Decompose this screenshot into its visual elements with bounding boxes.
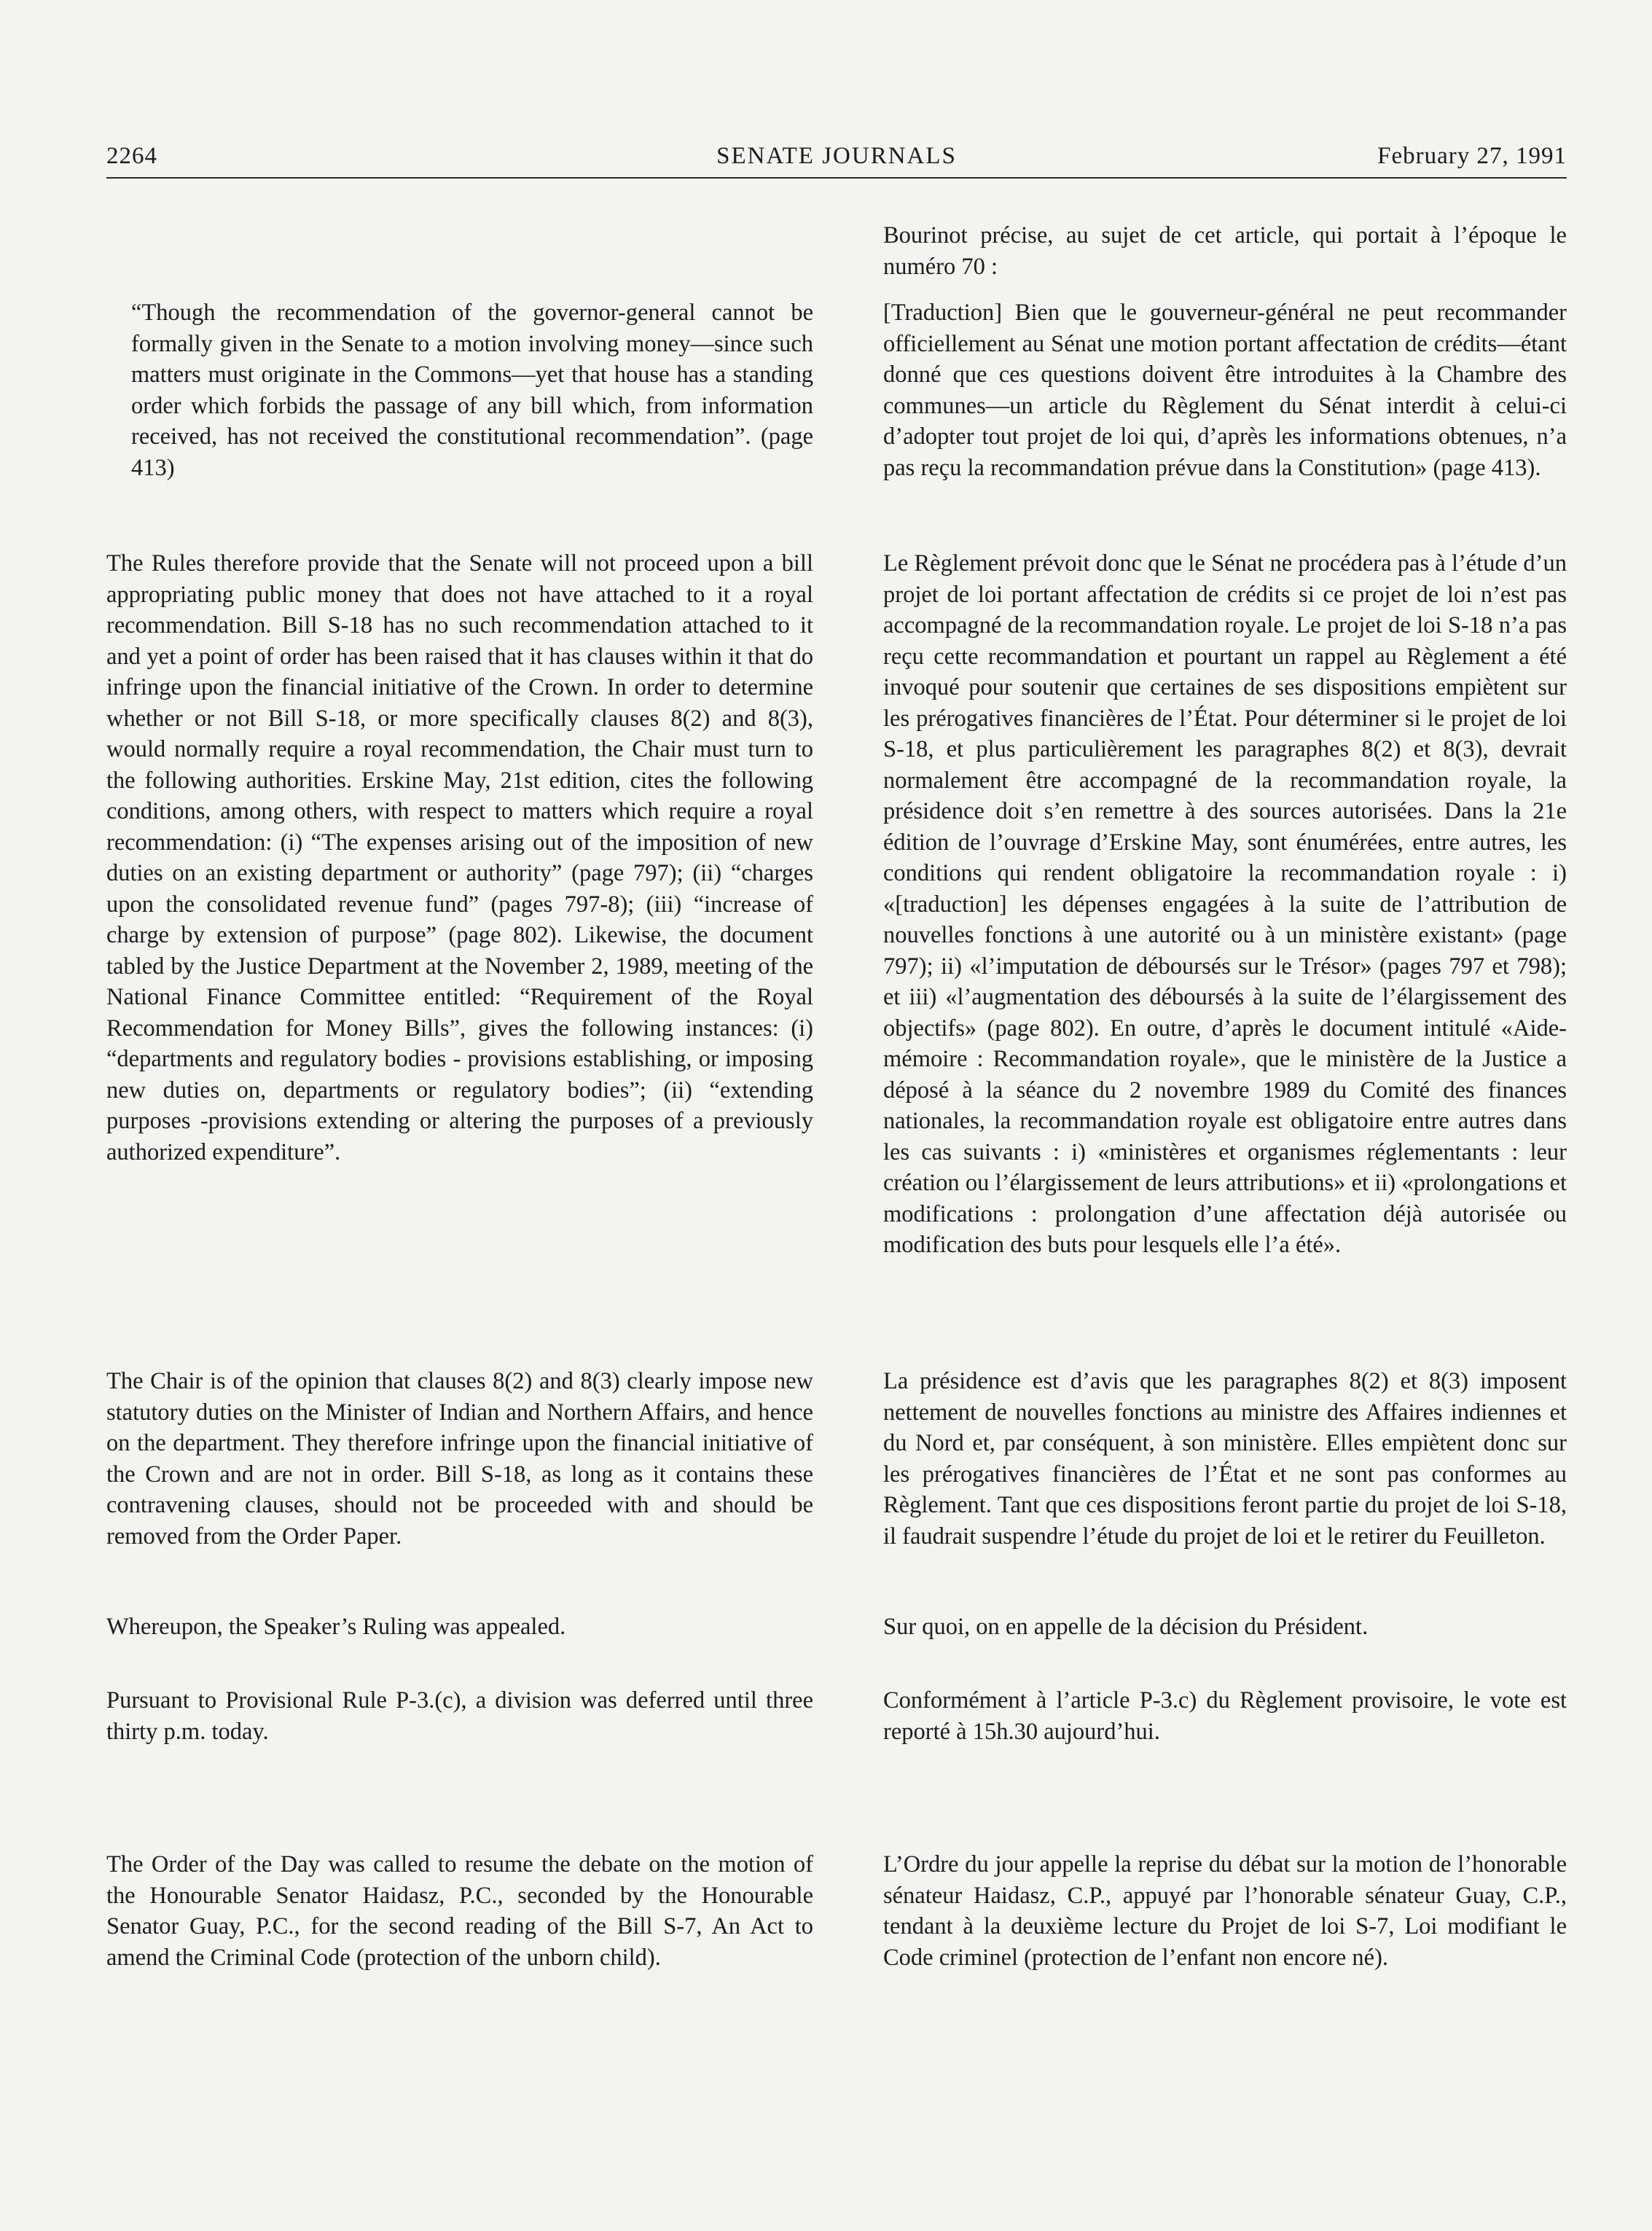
header-rule	[106, 177, 1567, 179]
english-order-paragraph: The Order of the Day was called to resume the debate on the motion of the Honourable Senator Haidasz, P.C., seconded by the Honourable Senator Guay, P.C., for the second reading of the Bill S-7, An Act to amend the Criminal Code (protection of the unborn child).	[106, 1851, 813, 1971]
english-chair-paragraph: The Chair is of the opinion that clauses 8(2) and 8(3) clearly impose new statutory duties on the Minister of Indian and Northern Affairs, and hence on the department. They therefore infringe upon the financial initiative of the Crown and are not in order. Bill S-18, as long as it contains these contravening clauses, should not be proceeded with and should be removed from the Order Paper.	[106, 1368, 813, 1550]
french-deferred-paragraph: Conformément à l’article P-3.c) du Règlement provisoire, le vote est reporté à 15h.30 aujourd’hui.	[883, 1687, 1567, 1745]
journal-date: February 27, 1991	[1377, 143, 1567, 169]
french-order-paragraph: L’Ordre du jour appelle la reprise du débat sur la motion de l’honorable sénateur Haidasz, C.P., appuyé par l’honorable sénateur Guay, C.P., tendant à la deuxième lecture du Projet de loi S-7, Loi modifiant le Code criminel (protection de l’enfant non encore né).	[883, 1851, 1567, 1971]
french-rules-paragraph: Le Règlement prévoit donc que le Sénat ne procédera pas à l’étude d’un projet de loi portant affectation de crédits si ce projet de loi n’est pas accompagné de la recommandation royale. Le projet de loi S-18 n’a pas reçu cette recommandation et pourtant un rappel au Règlement a été invoqué pour soutenir que certaines de ses dispositions empiètent sur les prérogatives financières de l’État. Pour déterminer si le projet de loi S-18, et plus particulièrement les paragraphes 8(2) et 8(3), devrait normalement être accompagné de la recommandation royale, la présidence doit s’en remettre à des sources autorisées. Dans la 21e édition de l’ouvrage d’Erskine May, sont énumérées, entre autres, les conditions qui rendent obligatoire la recommandation royale : i) «[traduction] les dépenses engagées à la suite de l’attribution de nouvelles fonctions à une autorité ou à un ministère existant» (page 797); ii) «l’imputation de déboursés sur le Trésor» (pages 797 et 798); et iii) «l’augmentation des déboursés à la suite de l’élargissement des objectifs» (page 802). En outre, d’après le document intitulé «Aide-mémoire : Recommandation royale», que le ministère de la Justice a déposé à la séance du 2 novembre 1989 du Comité des finances nationales, la recommandation royale est obligatoire entre autres dans les cas suivants : i) «ministères et organismes réglementants : leur création ou l’élargissement de leurs attributions» et ii) «prolongations et modifications : prolongation d’une affectation déjà autorisée ou modification des buts pour lesquels elle l’a été».	[883, 550, 1567, 1258]
french-appeal-paragraph: Sur quoi, on en appelle de la décision du Président.	[883, 1614, 1369, 1640]
page-number: 2264	[106, 143, 157, 169]
french-quote: [Traduction] Bien que le gouverneur-général ne peut recommander officiellement au Sénat une motion portant affectation de crédits—étant donné que ces questions doivent être introduites à la Chambre des communes—un article du Règlement du Sénat interdit à celui-ci d’adopter tout projet de loi qui, d’après les informations obtenues, n’a pas reçu la recommandation prévue dans la Constitution» (page 413).	[883, 300, 1567, 481]
english-quote: “Though the recommendation of the governor-general cannot be formally given in the Senate to a motion involving money—since such matters must originate in the Commons—yet that house has a standing order which forbids the passage of any bill which, from information received, has not received the constitutional recommendation”. (page 413)	[131, 300, 813, 481]
english-appeal-paragraph: Whereupon, the Speaker’s Ruling was appealed.	[106, 1614, 566, 1640]
journal-title: SENATE JOURNALS	[716, 143, 957, 169]
french-bourinot-paragraph: Bourinot précise, au sujet de cet article, qui portait à l’époque le numéro 70 :	[883, 222, 1567, 280]
english-rules-paragraph: The Rules therefore provide that the Senate will not proceed upon a bill appropriating public money that does not have attached to it a royal recommendation. Bill S-18 has no such recommendation attached to it and yet a point of order has been raised that it has clauses within it that do infringe upon the financial initiative of the Crown. In order to determine whether or not Bill S-18, or more specifically clauses 8(2) and 8(3), would normally require a royal recommendation, the Chair must turn to the following authorities. Erskine May, 21st edition, cites the following conditions, among others, with respect to matters which require a royal recommendation: (i) “The expenses arising out of the imposition of new duties on an existing department or authority” (page 797); (ii) “charges upon the consolidated revenue fund” (pages 797-8); (iii) “increase of charge by extension of purpose” (page 802). Likewise, the document tabled by the Justice Department at the November 2, 1989, meeting of the National Finance Committee entitled: “Requirement of the Royal Recommendation for Money Bills”, gives the following instances: (i) “departments and regulatory bodies - provisions establishing, or imposing new duties on, departments or regulatory bodies”; (ii) “extending purposes -provisions extending or altering the purposes of a previously authorized expenditure”.	[106, 550, 813, 1165]
english-deferred-paragraph: Pursuant to Provisional Rule P-3.(c), a division was deferred until three thirty p.m. today.	[106, 1687, 813, 1745]
page-header	[106, 143, 1567, 179]
french-chair-paragraph: La présidence est d’avis que les paragraphes 8(2) et 8(3) imposent nettement de nouvelles fonctions au ministre des Affaires indiennes et du Nord et, par conséquent, à son ministère. Elles empiètent donc sur les prérogatives financières de l’État et ne sont pas conformes au Règlement. Tant que ces dispositions feront partie du projet de loi S-18, il faudrait suspendre l’étude du projet de loi et le retirer du Feuilleton.	[883, 1368, 1567, 1550]
